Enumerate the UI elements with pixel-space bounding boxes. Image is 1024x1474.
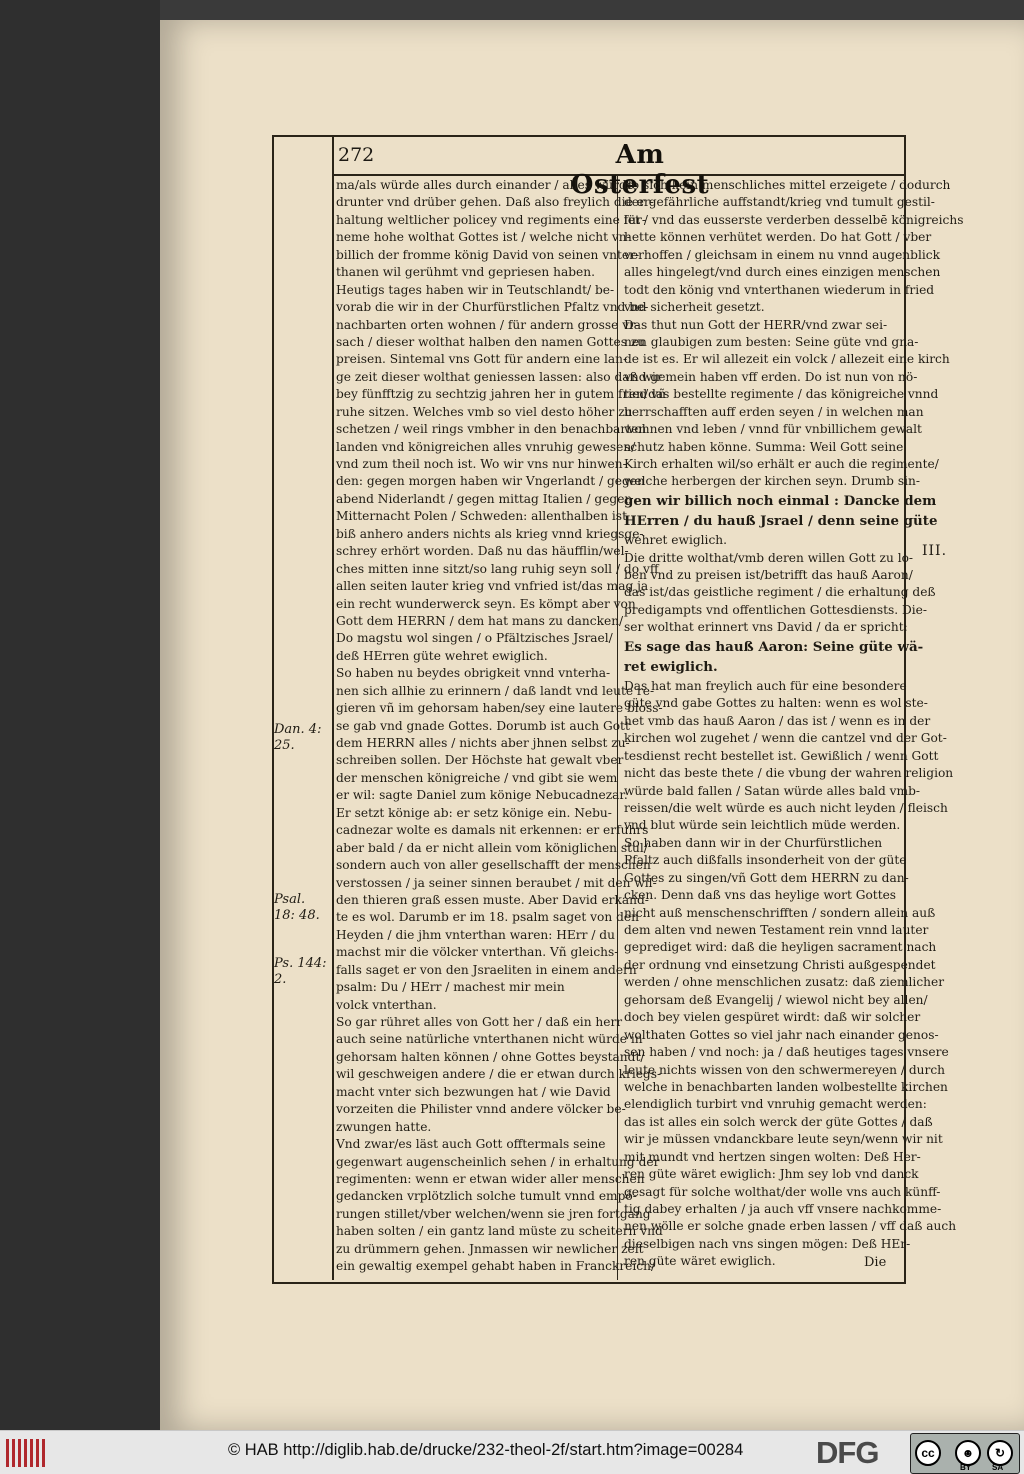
text-line: alles hingelegt/vnd durch eines einzigen menschen [624,265,941,280]
text-line: Heutigs tages haben wir in Teutschlandt/ be- [336,282,615,297]
text-line: wil geschweigen andere / die er etwan durch kriegs- [336,1067,662,1082]
text-line: billich der fromme könig David von seinen vnter- [336,247,640,262]
text-line: aber bald / da er nicht allein vom königlichen stul/ [336,840,648,855]
text-line: vnd zum theil noch ist. Wo wir vns nur hinwen- [336,457,627,471]
text-line: predigampts vnd offentlichen Gottesdiensts. Die- [624,602,928,617]
text-line: schreiben sollen. Der Höchste hat gewalt vber [336,753,624,768]
text-line: sach / dieser wolthat halben den namen Gottes zu [336,334,646,349]
text-line: schrey erhört worden. Daß nu das häufflin/wel- [336,544,629,559]
text-line: ben vnd zu preisen ist/betrifft das hauß Aaron/ [624,567,913,582]
catchword: Die [864,1255,887,1270]
left-text-column [336,177,666,1276]
text-line: ser wolthat erinnert vns David / da er spricht: [624,620,908,635]
text-line: Es sage das hauß Aaron: Seine güte wä- [624,638,924,655]
text-line: vorab die wir in der Churfürstlichen Pfaltz vnd be- [336,300,649,315]
text-line: falls saget er von den Jsraeliten in einem andern [336,962,637,977]
scan-background [0,0,160,1430]
text-line: neme hohe wolthat Gottes ist / welche nicht vn- [336,230,631,245]
text-line: HErren / du hauß Jsrael / denn seine güte [624,513,938,530]
text-line: er wil: sagte Daniel zum könige Nebucadnezar. [336,788,628,803]
text-line: cken. Denn daß vns das heylige wort Gottes [624,888,897,903]
text-line: hette können verhütet werden. Do hat Gott / vber [624,230,932,245]
text-line: elendiglich turbirt vnd vnruhig gemacht werden: [624,1097,927,1112]
text-line: Mitternacht Polen / Schweden: allenthalben ist [336,509,627,524]
text-line: nen sich allhie zu erinnern / daß landt vnd leute re- [336,683,655,698]
text-line: nen glaubigen zum besten: Seine güte vnd gna- [624,334,919,349]
text-line: reissen/die welt würde es auch nicht leyden / fleisch [624,800,948,815]
text-line: Kirch erhalten wil/so erhält er auch die regimente/ [624,457,939,471]
text-line: auch seine natürliche vnterthanen nicht würde in [336,1032,643,1047]
text-line: dieselbigen nach vns singen mögen: Deß HEr- [624,1236,911,1251]
text-line: volck vnterthan. [336,997,437,1012]
text-line: wehret ewiglich. [624,533,727,548]
text-line: So haben nu beydes obrigkeit vnnd vnterha- [336,666,611,681]
text-line: den thieren graß essen muste. Aber David erkand- [336,892,649,907]
text-line: das ist/das geistliche regiment / die erhaltung deß [624,585,936,600]
marginal-note-psalm-144: Ps. 144: 2. [274,956,327,987]
text-line: würde bald fallen / Satan würde alles bald vmb- [624,783,921,798]
text-line: welche in benachbarten landen wolbestellte kirchen [624,1079,948,1094]
text-line: machst mir die völcker vnterthan. Vñ gleichs- [336,945,619,960]
dfg-logo: DFG [816,1435,879,1470]
cc-license-badge[interactable] [910,1433,1020,1474]
cc-sa-label: SA [992,1463,1004,1472]
text-line: se gab vnd gnade Gottes. Dorumb ist auch Gott [336,718,630,733]
text-line: ein recht wunderwerck seyn. Es kömpt aber von [336,596,636,611]
text-line: Die dritte wolthat/vmb deren willen Gott zu lo- [624,550,914,565]
attribution-icon: ☻ [955,1440,981,1466]
footer-bar [0,1430,1024,1474]
text-line: wohnen vnd leben / vnnd für vnbillichem gewalt [624,422,922,437]
marginal-note-psalm-18: Psal. 18: 48. [274,892,320,923]
text-line: todt den könig vnd vnterthanen wiederum in fried [624,282,935,297]
text-line: ret ewiglich. [624,659,718,676]
text-line: zwungen hatte. [336,1119,432,1134]
text-line: regimenten: wenn er etwan wider aller menschen [336,1171,645,1186]
text-line: ma/als würde alles durch einander / alles würde [336,178,634,192]
text-line: let / vnd das eusserste verderben desselbē königreichs [624,212,964,227]
text-line: ruhe sitzen. Welches vmb so viel desto höher zu [336,404,633,419]
text-line: tig dabey erhalten / ja auch vff vnsere nachkomme- [624,1202,942,1216]
cc-by-label: BY [960,1463,972,1472]
text-line: vnd sicherheit gesetzt. [624,300,765,315]
text-line: gieren vñ im gehorsam haben/sey eine lautere bloss- [336,701,663,716]
text-line: Das hat man freylich auch für eine besondere [624,678,907,693]
text-line: dem alten vnd newen Testament rein vnnd lauter [624,923,929,937]
running-head: Am Osterfest [570,140,710,200]
text-line: landen vnd königreichen alles vnruhig gewesen/ [336,439,636,454]
text-line: güte vnd gabe Gottes zu halten: wenn es wol ste- [624,696,928,711]
text-line: welche herbergen der kirchen seyn. Drumb sin- [624,474,920,489]
text-line: gehorsam deß Evangelij / wiewol nicht bey allen/ [624,992,928,1007]
text-line: biß anhero anders nichts als krieg vnnd kriegsge- [336,526,644,541]
text-line: tesdienst recht bestellet ist. Gewißlich / wenn Gott [624,748,939,763]
text-line: vorzeiten die Philister vnnd andere völcker be- [336,1102,626,1117]
text-line: mit mundt vnd hertzen singen wolten: Deß Her- [624,1149,921,1164]
text-line: Vnd zwar/es läst auch Gott offtermals seine [336,1137,606,1152]
page-number: 272 [338,144,375,166]
copyright-link[interactable]: © HAB http://diglib.hab.de/drucke/232-theol-2f/start.htm?image=00284 [228,1441,744,1459]
text-line: deß HErren güte wehret ewiglich. [336,648,548,663]
text-line: psalm: Du / HErr / machest mir mein [336,980,565,995]
text-line: bey fünfftzig zu sechtzig jahren her in gutem fried vñ [336,387,666,402]
text-line: Er setzt könige ab: er setz könige ein. Nebu- [336,805,612,820]
text-line: ren güte wäret ewiglich: Jhm sey lob vnd danck [624,1167,919,1182]
text-line: cadnezar wolte es damals nit erkennen: er erfuhrs [336,823,649,838]
text-line: nen wölle er solche gnade erben lassen / vff daß auch [624,1219,957,1234]
text-line: So haben dann wir in der Churfürstlichen [624,835,883,850]
text-line: het vmb das hauß Aaron / das ist / wenn es in der [624,713,931,728]
text-line: Pfaltz auch dißfalls insonderheit von der güte [624,853,907,868]
cc-icon: cc [915,1440,941,1466]
text-line: nachbarten orten wohnen / für andern grosse vr- [336,317,640,332]
text-line: der ordnung vnd einsetzung Christi außgespendet [624,957,936,972]
text-line: verhoffen / gleichsam in einem nu vnnd augenblick [624,247,940,262]
text-line: abend Niderlandt / gegen mittag Italien / gegen [336,491,633,506]
text-line: haltung weltlicher policey vnd regiments eine für- [336,212,646,227]
text-line: leute nichts wissen von den schwermereyen / durch [624,1062,946,1077]
text-line: de ist es. Er wil allezeit ein volck / allezeit eine kirch [624,352,950,367]
section-numeral: III. [922,543,948,559]
text-line: vnd blut würde sein leichtlich müde werden. [624,818,901,833]
text-line: Das thut nun Gott der HERR/vnd zwar sei- [624,317,888,332]
text-line: zu drümmern gehen. Jnmassen wir newlicher zeit [336,1241,644,1256]
margin-rule [332,135,334,1280]
text-line: ein gewaltig exempel gehabt haben in Franckreich/ [336,1259,656,1274]
text-line: sondern auch von aller gesellschafft der menschen [336,858,651,873]
text-line: wolthaten Gottes so viel jahr nach einander genos- [624,1027,939,1042]
text-line: doch bey vielen gespüret wirdt: daß wir solcher [624,1010,921,1025]
marginal-note-daniel: Dan. 4: 25. [274,722,322,753]
text-line: rungen stillet/vber welchen/wenn sie jren fortgang [336,1206,651,1221]
text-line: herrschafften auff erden seyen / in welchen man [624,404,924,419]
text-line: gehorsam halten können / ohne Gottes beystandt/ [336,1049,645,1064]
text-line: macht vnter sich bezwungen hat / wie David [336,1084,611,1099]
text-line: wir je müssen vndanckbare leute seyn/wenn wir nit [624,1132,943,1147]
text-line: sen haben / vnd noch: ja / daß heutiges tages vnsere [624,1045,949,1060]
text-line: das ist alles ein solch werck der güte Gottes / daß [624,1114,933,1129]
text-line: gesagt für solche wolthat/der wolle vns auch künff- [624,1184,941,1199]
text-line: nicht auß menschenschrifften / sondern allein auß [624,905,936,920]
text-line: So gar rühret alles von Gott her / daß ein herr [336,1015,623,1029]
text-line: gegenwart augenscheinlich sehen / in erhaltung der [336,1154,660,1169]
text-line: vnd gemein haben vff erden. Do ist nun von nö- [624,369,918,384]
text-line: Do magstu wol singen / o Pfältzisches Jsrael/ [336,631,613,646]
text-line: werden / ohne menschlichen zusatz: daß ziemlicher [624,975,945,990]
text-line: ge zeit dieser wolthat geniessen lassen: also daß wir [336,369,662,384]
text-line: schetzen / weil rings vmbher in den benachbarten [336,422,647,437]
text-line: der menschen königreiche / vnd gibt sie wem [336,770,618,785]
text-line: geprediget wird: daß die heyligen sacrament nach [624,940,937,955]
text-line: Heyden / die jhm vnterthan waren: HErr / du [336,927,615,942]
text-line: preisen. Sintemal vns Gott für andern eine lan- [336,352,628,367]
text-line: ches mitten inne sitzt/so lang ruhig seyn soll / do vff [336,561,659,576]
text-line: der gefährliche auffstandt/krieg vnd tumult gestil- [624,195,935,210]
text-line: Gott dem HERRN / dem hat mans zu dancken/ [336,613,624,628]
library-logo-icon [6,1439,48,1467]
share-alike-icon: ↻ [987,1440,1013,1466]
text-line: dem HERRN alles / nichts aber jhnen selbst zu- [336,736,630,750]
text-line: ten/das bestellte regimente / das königreiche vnnd [624,387,939,402]
text-line: schutz haben könne. Summa: Weil Gott seine [624,439,904,454]
text-line: allen seiten lauter krieg vnd vnfried ist/das mag ja [336,579,649,594]
text-line: Gottes zu singen/vñ Gott dem HERRN zu dan- [624,870,909,885]
text-line: haben solten / ein gantz land müste zu scheitern vnd [336,1224,663,1239]
text-line: nicht das beste thete / die vbung der wahren religion [624,766,954,781]
text-line: gedancken vrplötzlich solche tumult vnnd empö- [336,1189,637,1204]
text-line: den: gegen morgen haben wir Vngerlandt / gegen [336,474,645,489]
text-line: gen wir billich noch einmal : Dancke dem [624,492,937,509]
text-line: thanen wil gerühmt vnd gepriesen haben. [336,265,595,280]
text-line: verstossen / ja seiner sinnen beraubet / mit den wil- [336,875,657,890]
text-line: te es wol. Darumb er im 18. psalm saget von den [336,910,639,925]
text-line: drunter vnd drüber gehen. Daß also freylich die er- [336,195,654,210]
text-line: do sich kein menschliches mittel erzeigete / dodurch [624,178,951,192]
text-line: kirchen wol zugehet / wenn die cantzel vnd der Got- [624,731,947,746]
text-line: ren güte wäret ewiglich. [624,1254,776,1269]
